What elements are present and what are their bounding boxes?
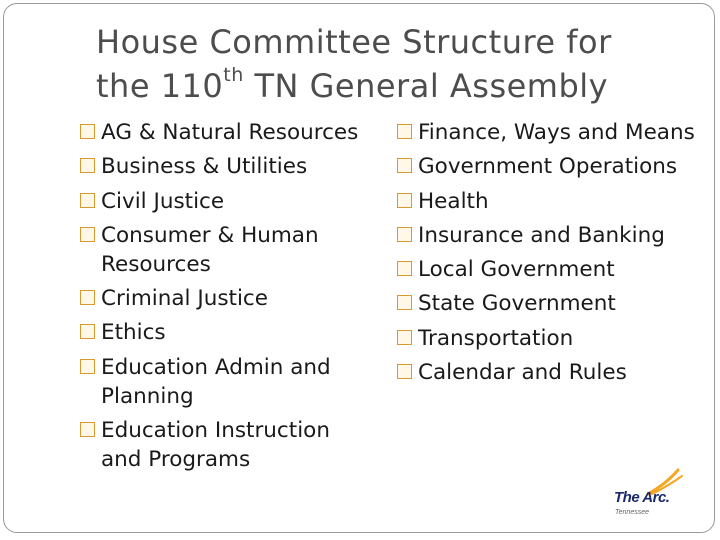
logo-name: The Arc. <box>614 489 670 506</box>
item-label: Civil Justice <box>101 188 225 214</box>
bullet-icon <box>80 290 95 305</box>
right-committee-list <box>397 118 697 392</box>
left-committee-list <box>80 118 370 479</box>
item-label: Insurance and Banking <box>418 222 665 248</box>
item-label: Government Operations <box>418 154 678 180</box>
title-line-1: House Committee Structure for <box>96 23 612 61</box>
list-item <box>397 152 697 181</box>
item-label: Education Admin and Planning <box>101 354 331 409</box>
bullet-icon <box>397 295 412 310</box>
list-item <box>397 187 697 216</box>
title-line-2-prefix: the 110 <box>96 67 224 105</box>
item-label: Business & Utilities <box>101 154 308 180</box>
item-label: Finance, Ways and Means <box>418 120 695 145</box>
bullet-icon <box>397 124 412 139</box>
title-superscript: th <box>223 64 244 87</box>
bullet-icon <box>80 193 95 208</box>
list-item <box>80 284 370 313</box>
item-label: Local Government <box>418 257 615 283</box>
list-item <box>80 221 370 279</box>
item-label: Education Instruction and Programs <box>101 418 330 473</box>
list-item <box>80 353 370 411</box>
the-arc-logo <box>608 466 688 524</box>
list-item <box>397 255 697 284</box>
bullet-icon <box>80 359 95 374</box>
item-label: Ethics <box>101 320 166 346</box>
item-label: Consumer & Human Resources <box>101 222 319 277</box>
bullet-icon <box>80 324 95 339</box>
item-label: Criminal Justice <box>101 286 268 312</box>
list-item <box>397 118 697 147</box>
list-item <box>397 358 697 387</box>
bullet-icon <box>397 227 412 242</box>
list-item <box>80 118 370 147</box>
bullet-icon <box>80 124 95 139</box>
bullet-icon <box>397 261 412 276</box>
list-item <box>80 152 370 181</box>
list-item <box>80 187 370 216</box>
bullet-icon <box>397 330 412 345</box>
bullet-icon <box>397 193 412 208</box>
bullet-icon <box>397 158 412 173</box>
item-label: Transportation <box>418 325 574 351</box>
item-label: State Government <box>418 291 616 317</box>
list-item <box>80 416 370 474</box>
bullet-icon <box>80 227 95 242</box>
slide-title <box>96 20 696 108</box>
list-item <box>397 289 697 318</box>
item-label: Calendar and Rules <box>418 360 627 386</box>
item-label: AG & Natural Resources <box>101 120 359 145</box>
item-label: Health <box>418 188 489 214</box>
title-line-2-suffix: TN General Assembly <box>243 67 609 105</box>
list-item <box>397 221 697 250</box>
bullet-icon <box>80 422 95 437</box>
logo-subtitle: Tennessee <box>615 509 649 516</box>
bullet-icon <box>397 364 412 379</box>
bullet-icon <box>80 158 95 173</box>
list-item <box>80 318 370 347</box>
list-item <box>397 324 697 353</box>
